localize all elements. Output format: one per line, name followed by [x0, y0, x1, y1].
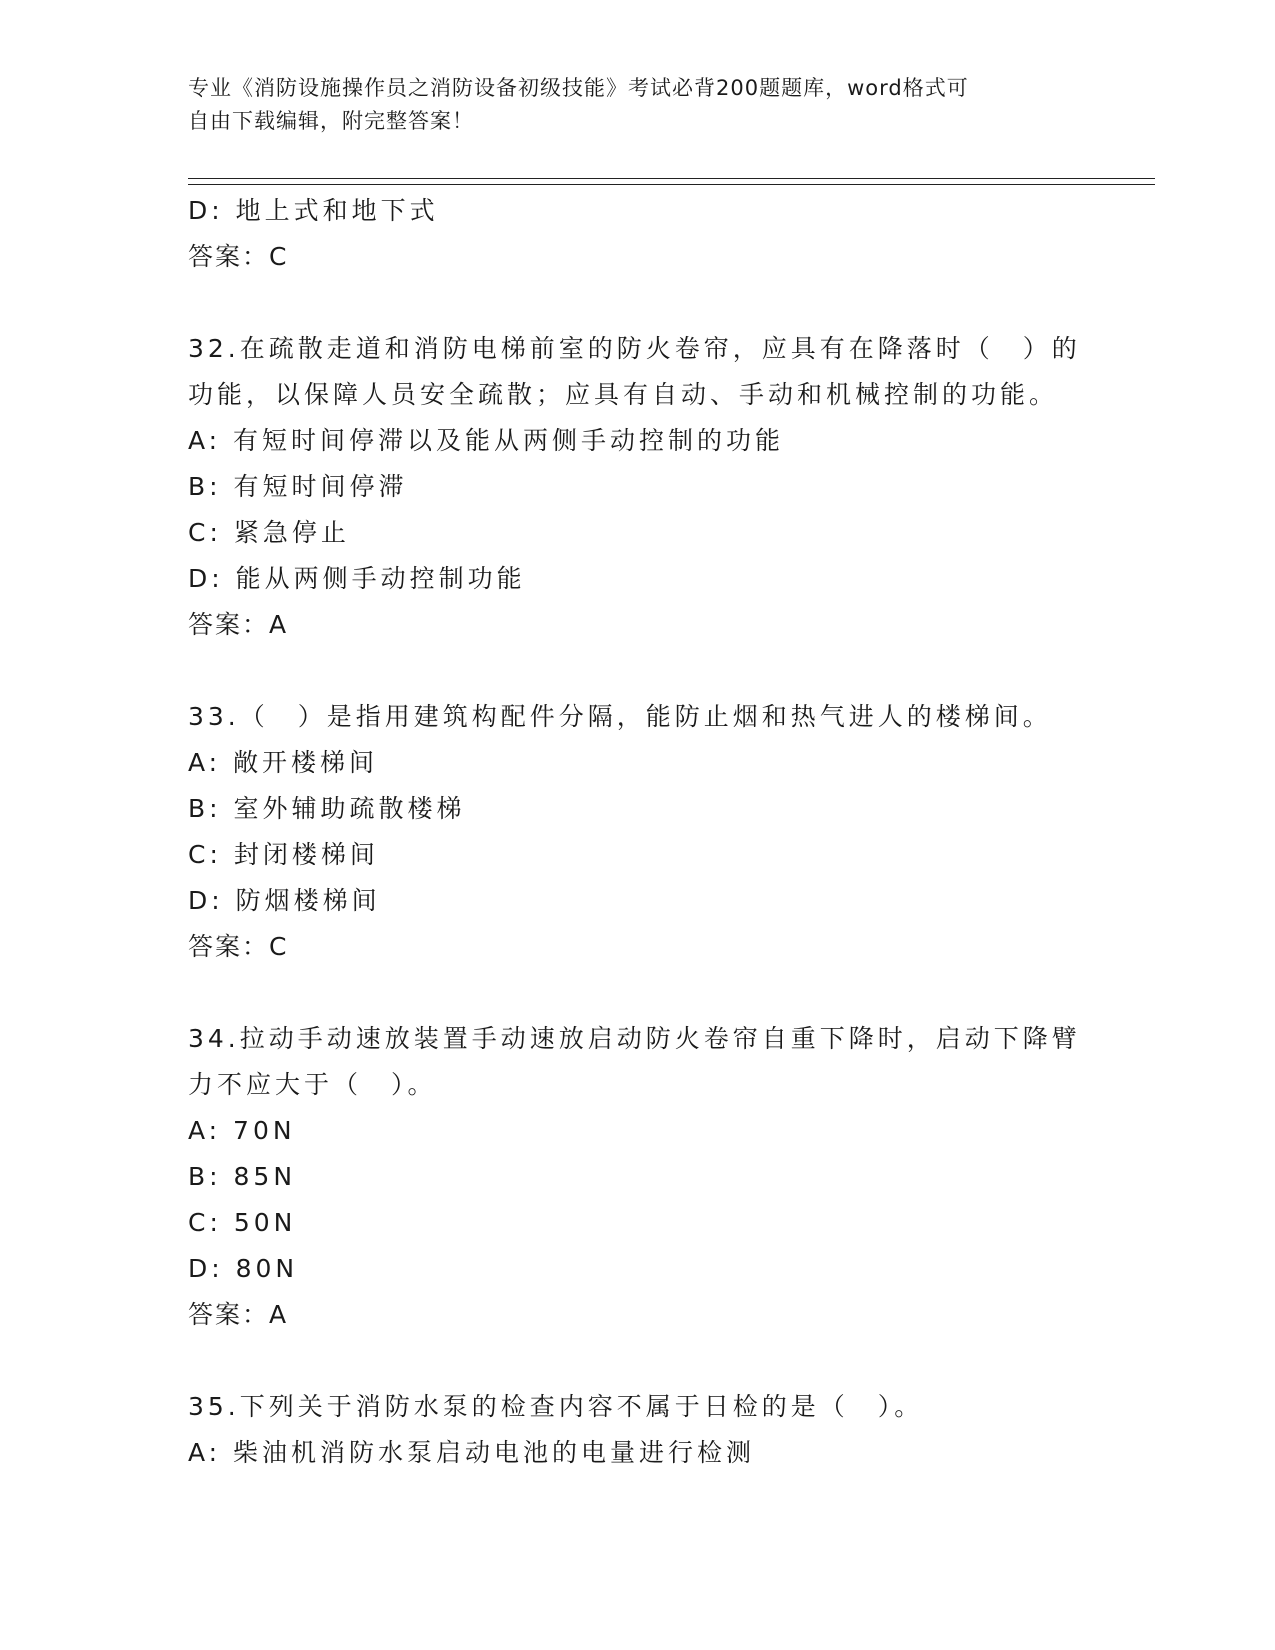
question-stem: 34.拉动手动速放装置手动速放启动防火卷帘自重下降时，启动下降臂 [188, 1024, 1081, 1053]
question-stem: 32.在疏散走道和消防电梯前室的防火卷帘，应具有在降落时（ ）的 [188, 334, 1081, 363]
option-b: B: 室外辅助疏散楼梯 [188, 794, 466, 823]
prev-option-d: D: 地上式和地下式 [188, 196, 439, 225]
option-c: C: 紧急停止 [188, 518, 350, 547]
answer: 答案：C [188, 932, 289, 961]
option-b: B: 有短时间停滞 [188, 472, 408, 501]
option-a: A: 有短时间停滞以及能从两侧手动控制的功能 [188, 426, 785, 455]
question-stem: 35.下列关于消防水泵的检查内容不属于日检的是（ ）。 [188, 1392, 924, 1421]
answer: 答案：A [188, 1300, 289, 1329]
question-stem: 功能，以保障人员安全疏散；应具有自动、手动和机械控制的功能。 [188, 380, 1059, 409]
option-d: D: 80N [188, 1254, 299, 1283]
header-line-2: 自由下载编辑，附完整答案！ [188, 109, 474, 133]
answer: 答案：A [188, 610, 289, 639]
question-stem: 33.（ ）是指用建筑构配件分隔，能防止烟和热气进人的楼梯间。 [188, 702, 1052, 731]
question-33 [188, 694, 1088, 970]
option-a: A: 70N [188, 1116, 296, 1145]
header-line-1: 专业《消防设施操作员之消防设备初级技能》考试必背200题题库，word格式可 [188, 76, 969, 100]
question-32 [188, 326, 1088, 648]
header-divider-top [188, 178, 1155, 179]
option-c: C: 50N [188, 1208, 297, 1237]
question-stem: 力不应大于（ ）。 [188, 1070, 437, 1099]
question-list [188, 188, 1088, 1476]
option-a: A: 柴油机消防水泵启动电池的电量进行检测 [188, 1438, 756, 1467]
prev-answer: 答案：C [188, 242, 289, 271]
question-34 [188, 1016, 1088, 1338]
document-header [188, 72, 1088, 138]
option-b: B: 85N [188, 1162, 297, 1191]
option-c: C: 封闭楼梯间 [188, 840, 379, 869]
option-d: D: 防烟楼梯间 [188, 886, 381, 915]
header-divider-bottom [188, 184, 1155, 185]
question-35 [188, 1384, 1088, 1476]
option-d: D: 能从两侧手动控制功能 [188, 564, 526, 593]
option-a: A: 敞开楼梯间 [188, 748, 379, 777]
